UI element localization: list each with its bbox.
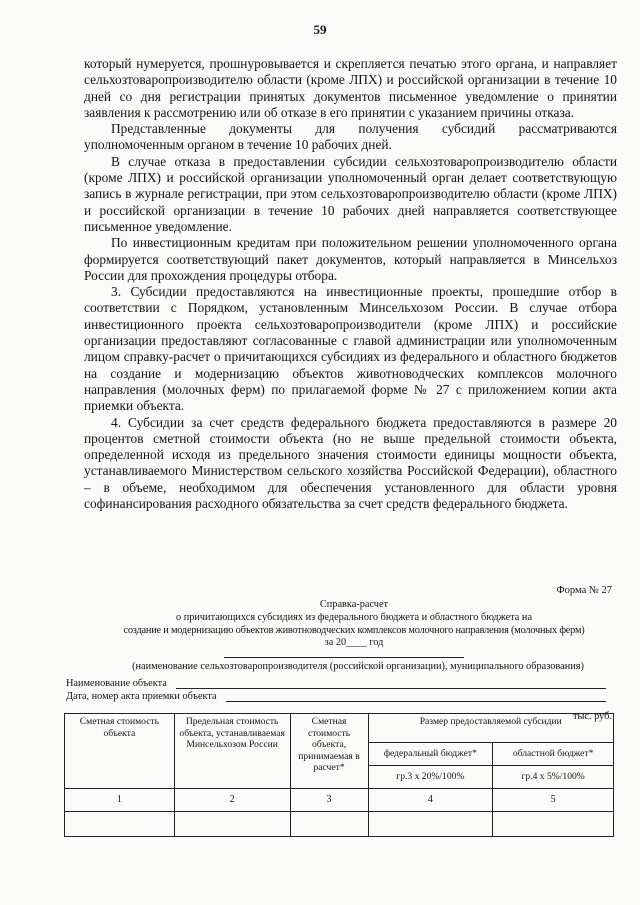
act-line: [226, 701, 606, 702]
org-name-line: [224, 657, 464, 658]
form-subtitle: создание и модернизацию объектов животноводческих комплексов молочного направления (молочных ферм): [123, 625, 585, 636]
column-number: 5: [493, 789, 614, 812]
paragraph: Представленные документы для получения субсидий рассматриваются уполномоченным органом в течение 10 рабочих дней.: [84, 121, 617, 153]
formula-cell: гр.3 х 20%/100%: [368, 766, 493, 789]
page-number: 59: [313, 22, 327, 37]
act-label: Дата, номер акта приемки объекта: [66, 691, 217, 702]
header-cell: Сметная стоимость объекта: [65, 714, 175, 789]
table-cell: [65, 812, 175, 837]
units-label: тыс. руб.: [573, 711, 612, 722]
calculation-table: [64, 713, 614, 837]
header-cell: Предельная стоимость объекта, устанавливаемая Минсельхозом России: [174, 714, 290, 789]
column-number: 3: [290, 789, 368, 812]
column-number: 4: [368, 789, 493, 812]
header-cell: областной бюджет*: [493, 743, 614, 766]
header-cell: Сметная стоимость объекта, принимаемая в расчет*: [290, 714, 368, 789]
header-cell: федеральный бюджет*: [368, 743, 493, 766]
header-cell: Размер предоставляемой субсидии: [368, 714, 614, 743]
form-title: Справка-расчет: [319, 599, 389, 610]
table-row: [65, 812, 614, 837]
column-number: 2: [174, 789, 290, 812]
formula-cell: гр.4 х 5%/100%: [493, 766, 614, 789]
body-text: [84, 56, 617, 512]
table-cell: [493, 812, 614, 837]
paragraph: В случае отказа в предоставлении субсидии сельхозтоваропроизводителю области (кроме ЛПХ) и российской организации уполномоченный орган делает соответствующую запись в журнале регистрации, при этом сельхозтоваропроизводителю области (кроме ЛПХ) и российской организации в течение 10 рабочих дней направляется соответствующее письменное уведомление.: [84, 153, 617, 234]
object-name-line: [176, 688, 606, 689]
paragraph: который нумеруется, прошнуровывается и скрепляется печатью этого органа, и направляет сельхозтоваропроизводителю области (кроме ЛПХ) и российской организации в течение 10 дней со дня регистрации принятых документов письменное уведомление о принятии заявления к рассмотрению или об отказе в его принятии с указанием причины отказа.: [84, 56, 617, 120]
table-cell: [290, 812, 368, 837]
paragraph: 4. Субсидии за счет средств федерального бюджета предоставляются в размере 20 процентов сметной стоимости объекта (но не выше предельной стоимости объекта, определенной исходя из предельного значения стоимости единицы мощности объекта, устанавливаемого Министерством сельского хозяйства Российской Федерации), областного – в объеме, необходимом для обеспечения установленного для области уровня софинансирования расходного обязательства за счет средств федерального бюджета.: [84, 414, 617, 512]
table-header-row: [65, 714, 614, 743]
org-caption: (наименование сельхозтоваропроизводителя (российской организации), муниципального образования): [132, 661, 584, 672]
paragraph: 3. Субсидии предоставляются на инвестиционные проекты, прошедшие отбор в соответствии с Порядком, установленным Минсельхозом России. В случае отбора инвестиционного проекта сельхозтоваропроизводители (кроме ЛПХ) и российские организации предоставляют согласованные с главой администрации или уполномоченным лицом справку-расчет о причитающихся субсидиях из федерального и областного бюджетов на создание и модернизацию объектов животноводческих комплексов молочного направления (молочных ферм) по прилагаемой форме № 27 с приложением копии акта приемки объекта.: [84, 284, 617, 414]
object-name-label: Наименование объекта: [66, 678, 167, 689]
table-row: [65, 789, 614, 812]
table-cell: [368, 812, 493, 837]
form-year: за 20____ год: [324, 637, 384, 648]
paragraph: По инвестиционным кредитам при положительном решении уполномоченного органа формируется соответствующий пакет документов, который направляется в Минсельхоз России для прохождения процедуры отбора.: [84, 235, 617, 283]
form-subtitle: о причитающихся субсидиях из федерального бюджета и областного бюджета на: [175, 612, 533, 623]
column-number: 1: [65, 789, 175, 812]
table-cell: [174, 812, 290, 837]
form-number: Форма № 27: [556, 585, 612, 596]
